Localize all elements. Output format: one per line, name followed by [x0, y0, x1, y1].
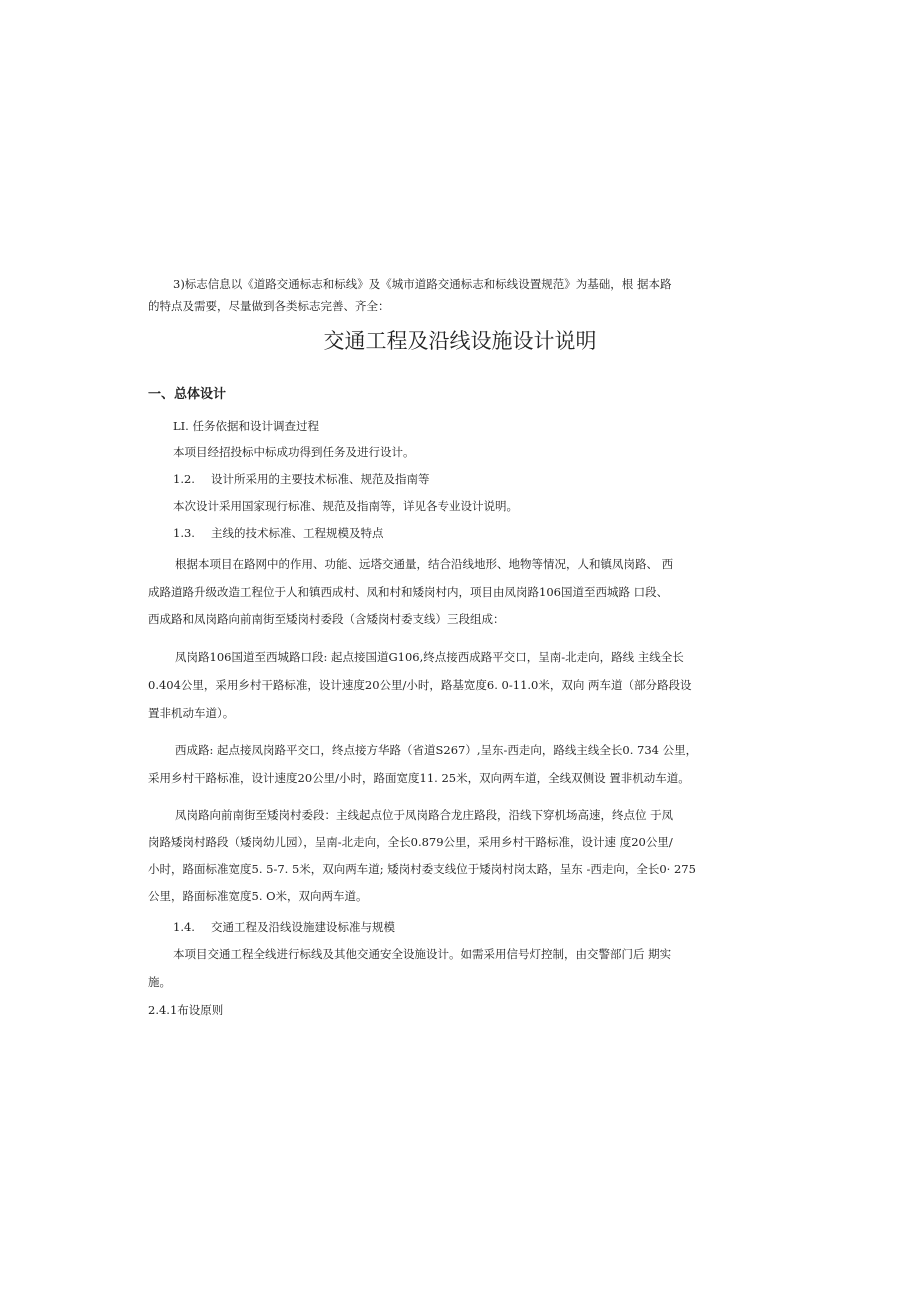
subsection-1-2-number: 1.2. [173, 472, 195, 486]
subsection-1-2-body: 本次设计采用国家现行标准、规范及指南等，详见各专业设计说明。 [173, 499, 518, 513]
subsection-2-4-1-title: 2.4.1布设原则 [148, 1003, 224, 1017]
paragraph-1-line-3: 西成路和凤岗路向前南街至矮岗村委段（含矮岗村委支线）三段组成： [148, 612, 505, 626]
paragraph-5-line-1: 本项目交通工程全线进行标线及其他交通安全设施设计。如需采用信号灯控制，由交警部门后 期实 [173, 947, 672, 961]
paragraph-3-line-2: 采用乡村干路标准，设计速度20公里/小时，路面宽度11. 25米，双向两车道，全线双侧设 置非机动车道。 [148, 771, 690, 785]
paragraph-4-line-3: 小时，路面标准宽度5. 5-7. 5米，双向两车道; 矮岗村委支线位于矮岗村岗太路，呈东 -西走向，全长0· 275 [148, 862, 696, 876]
subsection-1-4-label: 交通工程及沿线设施建设标准与规模 [211, 920, 395, 934]
paragraph-1-line-2: 成路道路升级改造工程位于人和镇西成村、凤和村和矮岗村内，项目由凤岗路106国道至西城路 口段、 [148, 585, 669, 599]
paragraph-4-line-4: 公里，路面标准宽度5. O米，双向两车道。 [148, 889, 368, 903]
intro-line-1: 3)标志信息以《道路交通标志和标线》及《城市道路交通标志和标线设置规范》为基础，根 据本路 [173, 277, 672, 291]
subsection-1-4-title [173, 919, 395, 935]
subsection-1-4-number: 1.4. [173, 920, 195, 934]
page-title: 交通工程及沿线设施设计说明 [323, 329, 597, 353]
paragraph-2-line-3: 置非机动车道）。 [148, 706, 235, 720]
paragraph-3-line-1: 西成路: 起点接凤岗路平交口，终点接方华路（省道S267）,呈东-西走向，路线主线全长0. 734 公里， [175, 743, 698, 757]
intro-line-2: 的特点及需要，尽量做到各类标志完善、齐全： [148, 299, 390, 313]
paragraph-4-line-2: 岗路矮岗村路段（矮岗幼儿园），呈南-北走向，全长0.879公里，采用乡村干路标准，设计速 度20公里/ [148, 835, 673, 849]
subsection-1-3-title [173, 525, 384, 541]
paragraph-2-line-1: 凤岗路106国道至西城路口段: 起点接国道G106,终点接西成路平交口，呈南-北走向，路线 主线全长 [175, 650, 684, 664]
paragraph-1-line-1: 根据本项目在路网中的作用、功能、远塔交通量，结合沿线地形、地物等情况，人和镇凤岗路、 西 [175, 557, 674, 571]
paragraph-2-line-2: 0.404公里，采用乡村干路标准，设计速度20公里/小时，路基宽度6. 0-11.0米，双向 两车道（部分路段设 [148, 678, 692, 692]
subsection-1-1-title: LI. 任务依据和设计调查过程 [173, 419, 319, 433]
subsection-1-2-title [173, 471, 430, 487]
section-heading-overall-design: 一、总体设计 [148, 387, 227, 402]
subsection-1-3-number: 1.3. [173, 526, 195, 540]
subsection-1-1-body: 本项目经招投标中标成功得到任务及进行设计。 [173, 445, 415, 459]
subsection-1-3-label: 主线的技术标准、工程规模及特点 [211, 526, 384, 540]
paragraph-5-line-2: 施。 [148, 975, 171, 989]
paragraph-4-line-1: 凤岗路向前南街至矮岗村委段：主线起点位于凤岗路合龙庄路段，沿线下穿机场高速，终点位 于凤 [175, 808, 674, 822]
subsection-1-2-label: 设计所采用的主要技术标准、规范及指南等 [211, 472, 430, 486]
